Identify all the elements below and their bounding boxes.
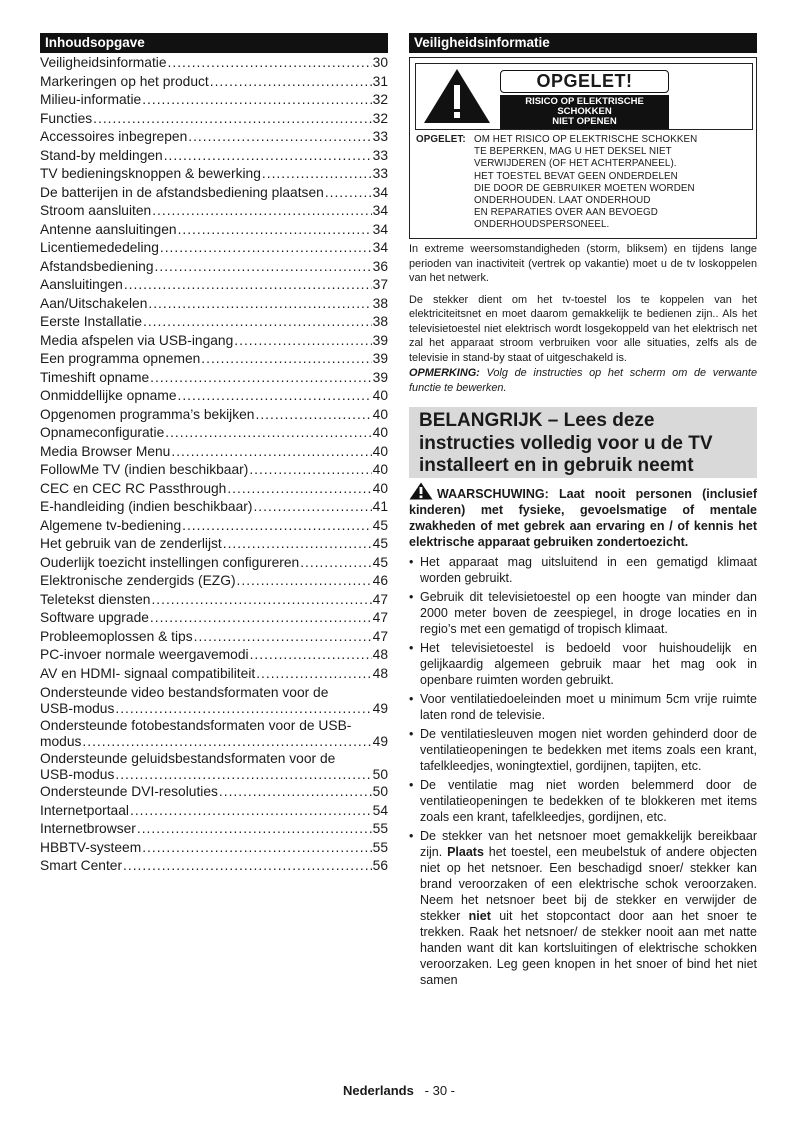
- toc-entry-page: 45: [372, 517, 388, 536]
- toc-leader-dots: [124, 276, 372, 295]
- toc-entry: [40, 424, 388, 443]
- safety-header: Veiligheidsinformatie: [409, 33, 757, 53]
- instruction-item: • Gebruik dit televisietoestel op een hoogte van minder dan 2000 meter boven de zeespiegel, in droge locaties en in regio’s met een gematigd of tropisch klimaat.: [409, 589, 757, 637]
- toc-entry-title: Ondersteunde DVI-resoluties: [40, 783, 219, 802]
- toc-leader-dots: [150, 609, 372, 628]
- toc-leader-dots: [142, 839, 371, 858]
- toc-entry: [40, 110, 388, 129]
- toc-leader-dots: [155, 258, 372, 277]
- toc-entry: [40, 313, 388, 332]
- toc-entry-title: Stand-by meldingen: [40, 147, 164, 166]
- toc-entry: [40, 350, 388, 369]
- toc-entry-page: 49: [372, 733, 388, 749]
- toc-entry-title: Probleemoplossen & tips: [40, 628, 194, 647]
- toc-leader-dots: [160, 239, 372, 258]
- caution-text-label: OPGELET:: [416, 134, 466, 145]
- toc-leader-dots: [142, 91, 371, 110]
- toc-entry-page: 31: [372, 73, 388, 92]
- toc-entry: [40, 802, 388, 821]
- toc-entry-title: Stroom aansluiten: [40, 202, 152, 221]
- instruction-item: • Het televisietoestel is bedoeld voor huishoudelijk en gelijkaardig algemeen gebruik maar het mag ook in openbare ruimten worden gebruikt.: [409, 640, 757, 688]
- toc-entry: [40, 387, 388, 406]
- toc-entry: [40, 295, 388, 314]
- note-text: Volg de instructies op het scherm om de verwante functie te bewerken.: [409, 367, 757, 394]
- warning-paragraph: [409, 482, 757, 550]
- footer-language: Nederlands: [343, 1083, 414, 1098]
- toc-entry-page: 47: [372, 628, 388, 647]
- toc-entry-title: Eerste Installatie: [40, 313, 143, 332]
- toc-entry: [40, 783, 388, 802]
- toc-entry: [40, 751, 388, 782]
- safety-column: [409, 33, 757, 991]
- exclamation-triangle-icon: [422, 67, 492, 125]
- caution-label-panel: [415, 63, 753, 130]
- page-footer: [0, 1083, 798, 1098]
- toc-entry-title: Timeshift opname: [40, 369, 150, 388]
- toc-entry-page: 46: [372, 572, 388, 591]
- toc-entry-title: Smart Center: [40, 857, 123, 876]
- toc-entry-title: Ondersteunde fotobestandsformaten voor de USB-: [40, 718, 352, 733]
- toc-entry-title: CEC en CEC RC Passthrough: [40, 480, 227, 499]
- toc-entry: [40, 718, 388, 749]
- toc-leader-dots: [188, 128, 371, 147]
- instruction-emphasis: niet: [468, 909, 491, 923]
- toc-entry-title: Onmiddellijke opname: [40, 387, 178, 406]
- toc-entry: [40, 628, 388, 647]
- toc-leader-dots: [171, 443, 371, 462]
- toc-entry-page: 38: [372, 295, 388, 314]
- toc-entry-page: 56: [372, 857, 388, 876]
- toc-entry: [40, 646, 388, 665]
- toc-entry: [40, 73, 388, 92]
- toc-header: Inhoudsopgave: [40, 33, 388, 53]
- toc-entry-title: Media afspelen via USB-ingang: [40, 332, 234, 351]
- toc-entry-title: Opnameconfiguratie: [40, 424, 165, 443]
- paragraph-weather: In extreme weersomstandigheden (storm, bliksem) en tijdens lange perioden van inactiviteit (vertrek op vakantie) moet u de tv loskoppelen van het netwerk.: [409, 243, 757, 284]
- toc-entry: [40, 91, 388, 110]
- toc-entry-line: [40, 767, 388, 783]
- caution-text-line: TE BEPERKEN, MAG U HET DEKSEL NIET: [474, 146, 672, 158]
- page-number: - 30 -: [424, 1083, 455, 1098]
- toc-entry-page: 40: [372, 387, 388, 406]
- toc-entry-page: 40: [372, 443, 388, 462]
- toc-entry-title: Afstandsbediening: [40, 258, 155, 277]
- toc-entry-title: Internetbrowser: [40, 820, 137, 839]
- caution-sub-line: RISICO OP ELEKTRISCHE: [525, 96, 644, 107]
- caution-text-line: VERWIJDEREN (OF HET ACHTERPANEEL).: [474, 158, 677, 170]
- instruction-item: • De ventilatie mag niet worden belemmerd door de ventilatieopeningen te bedekken of te blokkeren met items zoals een krant, tafelkleedjes, gordijnen, etc.: [409, 777, 757, 825]
- toc-leader-dots: [210, 73, 372, 92]
- toc-leader-dots: [137, 820, 372, 839]
- toc-leader-dots: [249, 461, 371, 480]
- toc-leader-dots: [255, 406, 371, 425]
- toc-entry-page: 55: [372, 820, 388, 839]
- toc-entry-title: Media Browser Menu: [40, 443, 171, 462]
- caution-text-line: ONDERHOUDEN. LAAT ONDERHOUD: [474, 195, 651, 207]
- toc-entry: [40, 498, 388, 517]
- warning-text: WAARSCHUWING: Laat nooit personen (inclusief kinderen) met fysieke, gevoelsmatige of mentale zwakheden of met gebrek aan ervaring en / of kennis het elektrische apparaat gebruiken zondertoezicht.: [409, 487, 757, 549]
- toc-entry-title: Algemene tv-bediening: [40, 517, 182, 536]
- toc-entry-page: 32: [372, 110, 388, 129]
- note-paragraph: [409, 366, 757, 395]
- toc-entry-title: Software upgrade: [40, 609, 150, 628]
- toc-entry: [40, 443, 388, 462]
- toc-entry-page: 50: [372, 766, 388, 782]
- instruction-text: het toestel, een meubelstuk of andere objecten niet op het netsnoer. Een beschadigd snoer/ stekker kan brand veroorzaken of een elektrische schok veroorzaken. Neem het netsnoer beet bij de stekker en verwijder de stekker: [420, 845, 758, 923]
- toc-entry: [40, 609, 388, 628]
- toc-entry-page: 54: [372, 802, 388, 821]
- toc-entry-page: 50: [372, 783, 388, 802]
- warning-triangle-icon: [409, 482, 433, 500]
- toc-entry-page: 34: [372, 202, 388, 221]
- caution-title: OPGELET!: [500, 70, 669, 93]
- toc-leader-dots: [325, 184, 372, 203]
- caution-sub-line: NIET OPENEN: [552, 116, 617, 127]
- toc-leader-dots: [152, 202, 371, 221]
- toc-leader-dots: [178, 221, 372, 240]
- toc-entry: [40, 554, 388, 573]
- toc-entry-title: Het gebruik van de zenderlijst: [40, 535, 223, 554]
- toc-entry: [40, 202, 388, 221]
- toc-entry-page: 40: [372, 461, 388, 480]
- toc-entry: [40, 147, 388, 166]
- toc-entry: [40, 239, 388, 258]
- toc-entry-page: 33: [372, 165, 388, 184]
- toc-entry-page: 40: [372, 424, 388, 443]
- toc-entry: [40, 535, 388, 554]
- toc-entry: [40, 685, 388, 716]
- toc-entry: [40, 517, 388, 536]
- toc-leader-dots: [256, 665, 371, 684]
- toc-entry-page: 49: [372, 700, 388, 716]
- toc-entry-title: USB-modus: [40, 766, 115, 782]
- paragraph-plug: De stekker dient om het tv-toestel los te koppelen van het elektriciteitsnet en moet daarom gemakkelijk te bedienen zijn.. Als het televisietoestel niet elektrisch wordt losgekoppeld van het elektrisch net zal het apparaat stroom verbruiken voor alle situaties, zelfs als de televisie in stand-by staat of uitgeschakeld is.: [409, 293, 757, 364]
- toc-entry: [40, 184, 388, 203]
- toc-entry: [40, 591, 388, 610]
- toc-entry-title: Ondersteunde video bestandsformaten voor de: [40, 685, 329, 700]
- toc-entry-page: 34: [372, 239, 388, 258]
- toc-leader-dots: [168, 54, 372, 73]
- toc-entry: [40, 572, 388, 591]
- toc-leader-dots: [165, 424, 371, 443]
- toc-leader-dots: [201, 350, 371, 369]
- instruction-item: • Het apparaat mag uitsluitend in een gematigd klimaat worden gebruikt.: [409, 554, 757, 586]
- toc-leader-dots: [148, 295, 371, 314]
- toc-entry-title: modus: [40, 733, 82, 749]
- toc-entry: [40, 369, 388, 388]
- toc-entry-page: 33: [372, 147, 388, 166]
- toc-entry-page: 45: [372, 554, 388, 573]
- instruction-emphasis: Plaats: [447, 845, 484, 859]
- toc-entry: [40, 221, 388, 240]
- toc-entry-title: Aan/Uitschakelen: [40, 295, 148, 314]
- instruction-text: De stekker van het netsnoer moet gemakkelijk bereikbaar zijn.: [420, 829, 757, 859]
- table-of-contents: [40, 33, 388, 876]
- toc-entry: [40, 820, 388, 839]
- toc-entry-page: 40: [372, 406, 388, 425]
- toc-leader-dots: [227, 480, 371, 499]
- caution-sub-line: SCHOKKEN: [557, 106, 612, 117]
- toc-entry-title: HBBTV-systeem: [40, 839, 142, 858]
- toc-entry-title: E-handleiding (indien beschikbaar): [40, 498, 253, 517]
- toc-entry: [40, 406, 388, 425]
- toc-leader-dots: [143, 313, 372, 332]
- toc-list: [40, 54, 388, 876]
- toc-entry-page: 47: [372, 591, 388, 610]
- instruction-item: • De ventilatiesleuven mogen niet worden gehinderd door de ventilatieopeningen te bedekken met items zoals een krant, tafelkleedjes, woningtextiel, gordijnen, tapijten, etc.: [409, 726, 757, 774]
- toc-entry-title: Ouderlijk toezicht instellingen configureren: [40, 554, 300, 573]
- caution-subtitle: [500, 95, 669, 129]
- toc-entry-title: Licentiemededeling: [40, 239, 160, 258]
- instruction-text: uit het stopcontact door aan het snoer te trekken. Raak het netsnoer/ de stekker nooit aan met natte handen want dit kan kortsluitingen of elektrische schokken veroorzaken. Leg geen knopen in het snoer of bind het niet samen: [420, 909, 758, 987]
- toc-entry-title: Functies: [40, 110, 93, 129]
- toc-entry-title: TV bedieningsknoppen & bewerking: [40, 165, 262, 184]
- toc-entry-line: [40, 734, 388, 750]
- toc-entry-title: Accessoires inbegrepen: [40, 128, 188, 147]
- instruction-item: • Voor ventilatiedoeleinden moet u minimum 5cm vrije ruimte laten rond de televisie.: [409, 691, 757, 723]
- toc-entry: [40, 258, 388, 277]
- toc-entry-title: Veiligheidsinformatie: [40, 54, 168, 73]
- toc-leader-dots: [237, 572, 372, 591]
- toc-entry-page: 48: [372, 646, 388, 665]
- caution-text-line: ONDERHOUDSPERSONEEL.: [474, 219, 610, 231]
- toc-entry-title: Een programma opnemen: [40, 350, 201, 369]
- toc-entry-page: 37: [372, 276, 388, 295]
- toc-leader-dots: [300, 554, 371, 573]
- toc-entry-page: 41: [372, 498, 388, 517]
- toc-entry: [40, 839, 388, 858]
- toc-leader-dots: [194, 628, 372, 647]
- toc-leader-dots: [123, 857, 372, 876]
- toc-entry-page: 33: [372, 128, 388, 147]
- toc-entry: [40, 332, 388, 351]
- instruction-item: [409, 828, 757, 988]
- toc-entry-title: Ondersteunde geluidsbestandsformaten voor de: [40, 751, 336, 766]
- toc-entry-page: 40: [372, 480, 388, 499]
- toc-entry-page: 32: [372, 91, 388, 110]
- instruction-list: [409, 554, 757, 988]
- toc-entry-title: Milieu-informatie: [40, 91, 142, 110]
- toc-entry-title: PC-invoer normale weergavemodi: [40, 646, 250, 665]
- toc-leader-dots: [253, 498, 371, 517]
- caution-text-line: DIE DOOR DE GEBRUIKER MOETEN WORDEN: [474, 182, 695, 194]
- toc-entry-page: 38: [372, 313, 388, 332]
- toc-entry-page: 34: [372, 221, 388, 240]
- toc-leader-dots: [150, 369, 371, 388]
- toc-leader-dots: [262, 165, 372, 184]
- toc-entry-page: 36: [372, 258, 388, 277]
- toc-entry: [40, 128, 388, 147]
- toc-entry-page: 34: [372, 184, 388, 203]
- caution-text-line: HET TOESTEL BEVAT GEEN ONDERDELEN: [474, 170, 678, 182]
- caution-text-line: OM HET RISICO OP ELEKTRISCHE SCHOKKEN: [474, 134, 698, 145]
- toc-leader-dots: [115, 701, 371, 717]
- toc-leader-dots: [151, 591, 371, 610]
- caution-box: [409, 57, 757, 239]
- toc-leader-dots: [219, 783, 372, 802]
- toc-entry-title: Antenne aansluitingen: [40, 221, 178, 240]
- toc-entry-title: Markeringen op het product: [40, 73, 210, 92]
- note-label: OPMERKING:: [409, 367, 480, 379]
- caution-text-line: EN REPARATIES OVER AAN BEVOEGD: [474, 207, 658, 219]
- toc-entry-title: FollowMe TV (indien beschikbaar): [40, 461, 249, 480]
- toc-entry-title: De batterijen in de afstandsbediening plaatsen: [40, 184, 325, 203]
- toc-entry-page: 47: [372, 609, 388, 628]
- toc-entry-title: Aansluitingen: [40, 276, 124, 295]
- toc-leader-dots: [234, 332, 371, 351]
- toc-entry-page: 30: [372, 54, 388, 73]
- toc-entry-line: [40, 701, 388, 717]
- toc-entry-page: 48: [372, 665, 388, 684]
- toc-leader-dots: [178, 387, 372, 406]
- toc-entry: [40, 857, 388, 876]
- toc-entry-title: Opgenomen programma’s bekijken: [40, 406, 255, 425]
- toc-entry-page: 39: [372, 350, 388, 369]
- toc-entry-page: 55: [372, 839, 388, 858]
- toc-entry-page: 45: [372, 535, 388, 554]
- toc-leader-dots: [250, 646, 372, 665]
- toc-leader-dots: [182, 517, 372, 536]
- toc-entry: [40, 480, 388, 499]
- toc-entry-page: 39: [372, 369, 388, 388]
- toc-leader-dots: [82, 734, 371, 750]
- toc-entry: [40, 165, 388, 184]
- toc-leader-dots: [115, 767, 371, 783]
- toc-entry-title: AV en HDMI- signaal compatibiliteit: [40, 665, 256, 684]
- toc-leader-dots: [130, 802, 372, 821]
- toc-entry-page: 39: [372, 332, 388, 351]
- toc-entry-title: Teletekst diensten: [40, 591, 151, 610]
- toc-leader-dots: [164, 147, 372, 166]
- toc-entry-title: Internetportaal: [40, 802, 130, 821]
- caution-label: [500, 70, 669, 129]
- toc-leader-dots: [93, 110, 371, 129]
- toc-leader-dots: [223, 535, 372, 554]
- toc-entry: [40, 665, 388, 684]
- toc-entry: [40, 461, 388, 480]
- toc-entry: [40, 276, 388, 295]
- toc-entry-title: Elektronische zendergids (EZG): [40, 572, 237, 591]
- toc-entry: [40, 54, 388, 73]
- caution-text-body: [474, 134, 754, 232]
- toc-entry-title: USB-modus: [40, 700, 115, 716]
- important-heading: BELANGRIJK – Lees deze instructies volledig voor u de TV installeert en in gebruik neemt: [409, 407, 757, 478]
